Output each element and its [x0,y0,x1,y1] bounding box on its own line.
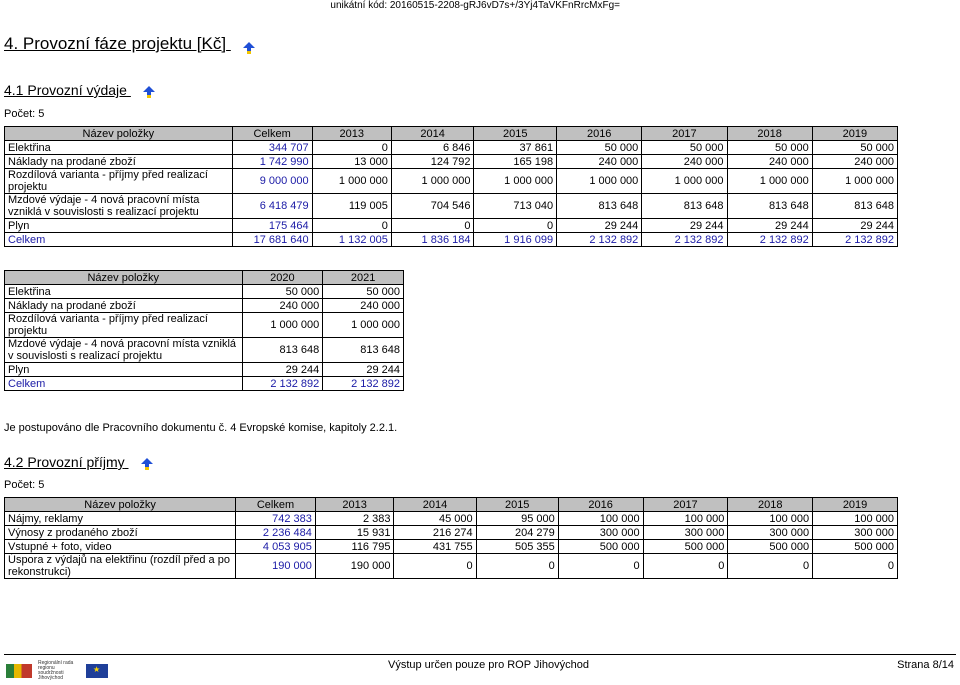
cell-value: 1 000 000 [474,169,557,194]
cell-value: 204 279 [476,526,558,540]
cell-value: 1 916 099 [474,233,557,247]
row-label: Elektřina [5,285,243,299]
cell-value: 2 236 484 [236,526,316,540]
cell-value: 2 132 892 [323,377,404,391]
cell-value: 15 931 [315,526,394,540]
cell-value: 119 005 [312,194,391,219]
column-header: Název položky [5,498,236,512]
cell-value: 813 648 [557,194,642,219]
column-header: Název položky [5,271,243,285]
cell-value: 50 000 [642,141,727,155]
cell-value: 713 040 [474,194,557,219]
row-label: Plyn [5,363,243,377]
cell-value: 0 [476,554,558,579]
cell-value: 240 000 [323,299,404,313]
row-label: Náklady na prodané zboží [5,155,233,169]
cell-value: 300 000 [643,526,728,540]
table-row [5,285,404,299]
subsection-title-income [4,454,153,470]
cell-value: 2 383 [315,512,394,526]
subsection-title-text: 4.2 Provozní příjmy [4,454,125,470]
cell-value: 37 861 [474,141,557,155]
cell-value: 50 000 [557,141,642,155]
table-header-row [5,271,404,285]
row-label: Rozdílová varianta - příjmy před realizací projektu [5,313,243,338]
cell-value: 45 000 [394,512,476,526]
cell-value: 813 648 [323,338,404,363]
cell-value: 29 244 [727,219,812,233]
cell-value: 344 707 [232,141,312,155]
column-header: 2019 [812,127,897,141]
cell-value: 813 648 [812,194,897,219]
cell-value: 100 000 [728,512,813,526]
cell-value: 50 000 [727,141,812,155]
column-header: 2015 [476,498,558,512]
cell-value: 813 648 [642,194,727,219]
cell-value: 500 000 [813,540,898,554]
cell-value: 0 [813,554,898,579]
cell-value: 4 053 905 [236,540,316,554]
arrow-up-icon[interactable] [243,39,255,51]
cell-value: 0 [312,141,391,155]
cell-value: 300 000 [558,526,643,540]
column-header: 2016 [557,127,642,141]
column-header: 2014 [391,127,474,141]
cell-value: 2 132 892 [727,233,812,247]
cell-value: 124 792 [391,155,474,169]
table-row [5,526,898,540]
cell-value: 500 000 [558,540,643,554]
cell-value: 1 000 000 [727,169,812,194]
column-header: 2019 [813,498,898,512]
cell-value: 6 846 [391,141,474,155]
cell-value: 1 132 005 [312,233,391,247]
cell-value: 1 000 000 [812,169,897,194]
row-label: Nájmy, reklamy [5,512,236,526]
column-header: 2021 [323,271,404,285]
cell-value: 175 464 [232,219,312,233]
cell-value: 1 000 000 [557,169,642,194]
cell-value: 704 546 [391,194,474,219]
cell-value: 29 244 [242,363,323,377]
row-label: Mzdové výdaje - 4 nová pracovní místa vzniklá v souvislosti s realizací projektu [5,338,243,363]
cell-value: 240 000 [642,155,727,169]
cell-value: 29 244 [812,219,897,233]
cell-value: 190 000 [315,554,394,579]
table-row [5,233,898,247]
cell-value: 431 755 [394,540,476,554]
cell-value: 0 [394,554,476,579]
cell-value: 9 000 000 [232,169,312,194]
column-header: 2013 [315,498,394,512]
column-header: 2017 [642,127,727,141]
cell-value: 100 000 [643,512,728,526]
table-row [5,540,898,554]
row-label: Celkem [5,377,243,391]
row-label: Úspora z výdajů na elektřinu (rozdíl před a po rekonstrukci) [5,554,236,579]
cell-value: 1 836 184 [391,233,474,247]
cell-value: 1 000 000 [391,169,474,194]
row-label: Celkem [5,233,233,247]
regional-council-logo-text: Regionální rada regionu soudržnosti Jihovýchod [38,660,74,681]
table-row [5,155,898,169]
table-header-row [5,127,898,141]
cell-value: 300 000 [728,526,813,540]
cell-value: 0 [474,219,557,233]
footer-output-note: Výstup určen pouze pro ROP Jihovýchod [388,659,589,671]
cell-value: 300 000 [813,526,898,540]
cell-value: 742 383 [236,512,316,526]
column-header: 2018 [728,498,813,512]
cell-value: 100 000 [558,512,643,526]
cell-value: 1 000 000 [642,169,727,194]
cell-value: 29 244 [557,219,642,233]
cell-value: 29 244 [642,219,727,233]
cell-value: 500 000 [643,540,728,554]
cell-value: 95 000 [476,512,558,526]
column-header: 2014 [394,498,476,512]
cell-value: 240 000 [812,155,897,169]
cell-value: 240 000 [557,155,642,169]
income-table-2013-2019 [4,497,898,579]
cell-value: 2 132 892 [557,233,642,247]
cell-value: 0 [728,554,813,579]
column-header: 2013 [312,127,391,141]
cell-value: 50 000 [242,285,323,299]
arrow-up-icon[interactable] [141,457,153,469]
cell-value: 2 132 892 [812,233,897,247]
column-header: 2020 [242,271,323,285]
footer-logos [6,661,108,681]
column-header: 2018 [727,127,812,141]
page-number: Strana 8/14 [897,659,954,671]
section-title [4,34,255,54]
cell-value: 216 274 [394,526,476,540]
subsection-title-expenses [4,82,155,98]
column-header: Celkem [232,127,312,141]
cell-value: 240 000 [727,155,812,169]
table-row [5,554,898,579]
table-header-row [5,498,898,512]
cell-value: 17 681 640 [232,233,312,247]
section-title-text: 4. Provozní fáze projektu [Kč] [4,34,227,53]
cell-value: 500 000 [728,540,813,554]
column-header: Celkem [236,498,316,512]
row-label: Náklady na prodané zboží [5,299,243,313]
cell-value: 29 244 [323,363,404,377]
table-row [5,169,898,194]
row-label: Elektřina [5,141,233,155]
column-header: 2015 [474,127,557,141]
column-header: 2016 [558,498,643,512]
expenses-table-2013-2019 [4,126,898,247]
unique-code: unikátní kód: 20160515-2208-gRJ6vD7s+/3Yj4TaVKFnRrcMxFg= [330,0,620,11]
cell-value: 1 000 000 [242,313,323,338]
cell-value: 50 000 [812,141,897,155]
table-row [5,338,404,363]
eu-flag-icon [86,664,108,678]
row-label: Výnosy z prodaného zboží [5,526,236,540]
cell-value: 240 000 [242,299,323,313]
cell-value: 0 [643,554,728,579]
cell-value: 813 648 [242,338,323,363]
arrow-up-icon[interactable] [143,85,155,97]
table-row [5,313,404,338]
table-row [5,141,898,155]
cell-value: 0 [312,219,391,233]
cell-value: 100 000 [813,512,898,526]
cell-value: 6 418 479 [232,194,312,219]
column-header: Název položky [5,127,233,141]
table-row [5,299,404,313]
footer-divider [4,654,956,655]
row-label: Rozdílová varianta - příjmy před realizací projektu [5,169,233,194]
methodology-note: Je postupováno dle Pracovního dokumentu č. 4 Evropské komise, kapitoly 2.2.1. [4,422,398,434]
cell-value: 0 [391,219,474,233]
regional-council-logo [6,664,32,678]
item-count: Počet: 5 [4,479,45,491]
table-row [5,219,898,233]
cell-value: 0 [558,554,643,579]
table-row [5,377,404,391]
item-count: Počet: 5 [4,108,45,120]
table-row [5,363,404,377]
cell-value: 116 795 [315,540,394,554]
cell-value: 1 000 000 [323,313,404,338]
table-row [5,194,898,219]
cell-value: 813 648 [727,194,812,219]
column-header: 2017 [643,498,728,512]
cell-value: 190 000 [236,554,316,579]
subsection-title-text: 4.1 Provozní výdaje [4,82,127,98]
cell-value: 1 742 990 [232,155,312,169]
cell-value: 165 198 [474,155,557,169]
cell-value: 505 355 [476,540,558,554]
expenses-table-2020-2021 [4,270,404,391]
cell-value: 2 132 892 [642,233,727,247]
cell-value: 50 000 [323,285,404,299]
row-label: Vstupné + foto, video [5,540,236,554]
cell-value: 1 000 000 [312,169,391,194]
row-label: Mzdové výdaje - 4 nová pracovní místa vzniklá v souvislosti s realizací projektu [5,194,233,219]
cell-value: 2 132 892 [242,377,323,391]
row-label: Plyn [5,219,233,233]
table-row [5,512,898,526]
cell-value: 13 000 [312,155,391,169]
